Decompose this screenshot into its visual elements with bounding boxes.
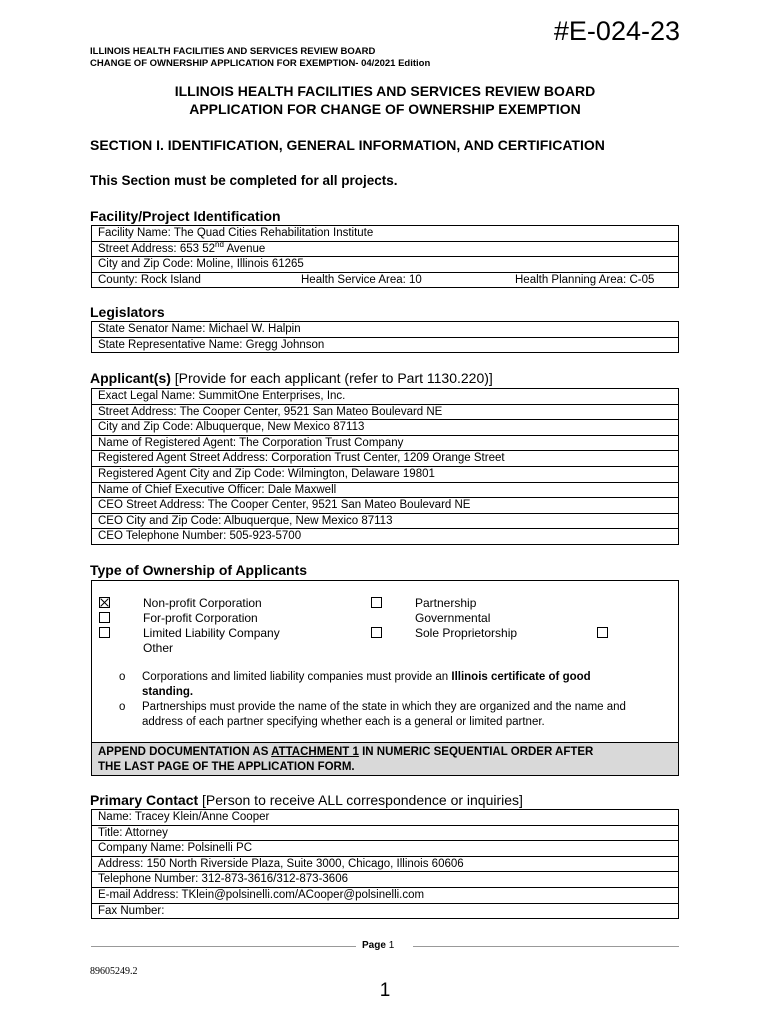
- page-value: 1: [388, 940, 395, 951]
- facility-table: [91, 225, 679, 288]
- applicant-row: CEO Street Address: The Cooper Center, 9521 San Mateo Boulevard NE: [92, 498, 679, 514]
- applicant-row: Registered Agent Street Address: Corporation Trust Center, 1209 Orange Street: [92, 451, 679, 467]
- contact-row: E-mail Address: TKlein@polsinelli.com/ACooper@polsinelli.com: [92, 887, 679, 903]
- facility-county-row: [92, 272, 679, 288]
- contact-row: Title: Attorney: [92, 825, 679, 841]
- applicant-row: Street Address: The Cooper Center, 9521 San Mateo Boulevard NE: [92, 404, 679, 420]
- title-line-2: APPLICATION FOR CHANGE OF OWNERSHIP EXEMPTION: [189, 101, 581, 117]
- label-sole-proprietorship: Sole Proprietorship: [415, 626, 518, 640]
- legislator-senator: State Senator Name: Michael W. Halpin: [92, 322, 679, 338]
- facility-street: [92, 241, 679, 257]
- facility-hsa: Health Service Area: 10: [301, 273, 422, 286]
- facility-name: Facility Name: The Quad Cities Rehabilitation Institute: [92, 226, 679, 242]
- street-prefix: Street Address: 653 52: [98, 242, 215, 255]
- header-line-1: ILLINOIS HEALTH FACILITIES AND SERVICES REVIEW BOARD: [90, 46, 376, 57]
- label-other: Other: [143, 641, 174, 655]
- header-line-2: CHANGE OF OWNERSHIP APPLICATION FOR EXEMPTION- 04/2021 Edition: [90, 58, 431, 69]
- label-llc: Limited Liability Company: [143, 626, 280, 640]
- label-forprofit: For-profit Corporation: [143, 611, 258, 625]
- append-line2: THE LAST PAGE OF THE APPLICATION FORM.: [98, 761, 355, 773]
- section-note: This Section must be completed for all projects.: [90, 173, 398, 188]
- legislators-heading: Legislators: [90, 304, 165, 320]
- attachment-ref: ATTACHMENT 1: [271, 746, 359, 758]
- facility-hpa: Health Planning Area: C-05: [515, 273, 655, 286]
- bullet-mark: o: [119, 701, 126, 713]
- contact-row: Address: 150 North Riverside Plaza, Suite 3000, Chicago, Illinois 60606: [92, 856, 679, 872]
- bullet-corporations: [142, 670, 672, 700]
- bullet1-text: Corporations and limited liability companies must provide an: [142, 671, 452, 683]
- append-documentation-note: [92, 742, 678, 775]
- applicant-heading-note: [Provide for each applicant (refer to Part 1130.220)]: [170, 370, 493, 386]
- street-sup: nd: [215, 239, 224, 249]
- checkbox-nonprofit[interactable]: [99, 597, 110, 608]
- label-nonprofit: Non-profit Corporation: [143, 596, 262, 610]
- applicant-row: CEO Telephone Number: 505-923-5700: [92, 529, 679, 545]
- document-number: #E-024-23: [553, 16, 680, 46]
- footer-rule-right: [413, 946, 679, 947]
- applicant-row: Name of Chief Executive Officer: Dale Maxwell: [92, 482, 679, 498]
- applicant-table: [91, 388, 679, 545]
- page-number: 1: [379, 980, 391, 1001]
- contact-row: Name: Tracey Klein/Anne Cooper: [92, 810, 679, 826]
- append-post: IN NUMERIC SEQUENTIAL ORDER AFTER: [358, 746, 594, 758]
- contact-heading-text: Primary Contact: [90, 792, 199, 808]
- checkbox-llc[interactable]: [99, 627, 110, 638]
- append-pre: APPEND DOCUMENTATION AS: [98, 746, 272, 758]
- contact-row: Company Name: Polsinelli PC: [92, 841, 679, 857]
- footer-doc-id: 89605249.2: [90, 966, 138, 977]
- facility-city: City and Zip Code: Moline, Illinois 61265: [92, 257, 679, 273]
- applicant-heading: [90, 370, 493, 386]
- section-heading: SECTION I. IDENTIFICATION, GENERAL INFORMATION, AND CERTIFICATION: [90, 137, 605, 153]
- label-governmental: Governmental: [415, 611, 491, 625]
- legislator-representative: State Representative Name: Gregg Johnson: [92, 337, 679, 353]
- contact-heading: [90, 792, 523, 808]
- bullet1-bold: Illinois certificate of good: [451, 671, 591, 683]
- applicant-heading-text: Applicant(s): [90, 370, 171, 386]
- bullet1-bold2: standing.: [142, 686, 194, 698]
- contact-row: Telephone Number: 312-873-3616/312-873-3606: [92, 872, 679, 888]
- form-header: [90, 46, 430, 70]
- contact-row: Fax Number:: [92, 903, 679, 919]
- footer-rule-left: [91, 946, 356, 947]
- facility-county: County: Rock Island: [98, 273, 201, 286]
- label-partnership: Partnership: [415, 596, 477, 610]
- page-label: Page: [362, 940, 386, 951]
- ownership-heading: Type of Ownership of Applicants: [90, 562, 308, 578]
- legislators-table: [91, 321, 679, 353]
- bullet-partnerships: [142, 700, 677, 730]
- applicant-row: Name of Registered Agent: The Corporation Trust Company: [92, 435, 679, 451]
- facility-heading: Facility/Project Identification: [90, 208, 281, 224]
- page-title: [0, 82, 770, 118]
- checkbox-forprofit[interactable]: [99, 612, 110, 623]
- bullet2-line2: address of each partner specifying whether each is a general or limited partner.: [142, 716, 545, 728]
- bullet-mark: o: [119, 671, 126, 683]
- applicant-row: CEO City and Zip Code: Albuquerque, New Mexico 87113: [92, 513, 679, 529]
- applicant-row: City and Zip Code: Albuquerque, New Mexico 87113: [92, 420, 679, 436]
- contact-table: [91, 809, 679, 919]
- contact-heading-note: [Person to receive ALL correspondence or inquiries]: [198, 792, 523, 808]
- checkbox-other[interactable]: [597, 627, 608, 638]
- title-line-1: ILLINOIS HEALTH FACILITIES AND SERVICES REVIEW BOARD: [174, 83, 596, 99]
- checkbox-partnership[interactable]: [371, 597, 382, 608]
- checkbox-sole-proprietorship[interactable]: [371, 627, 382, 638]
- street-suffix: Avenue: [223, 242, 266, 255]
- bullet2-line1: Partnerships must provide the name of the state in which they are organized and the name and: [142, 701, 626, 713]
- applicant-row: Exact Legal Name: SummitOne Enterprises, Inc.: [92, 389, 679, 405]
- applicant-row: Registered Agent City and Zip Code: Wilmington, Delaware 19801: [92, 466, 679, 482]
- footer-page-label: [362, 940, 394, 951]
